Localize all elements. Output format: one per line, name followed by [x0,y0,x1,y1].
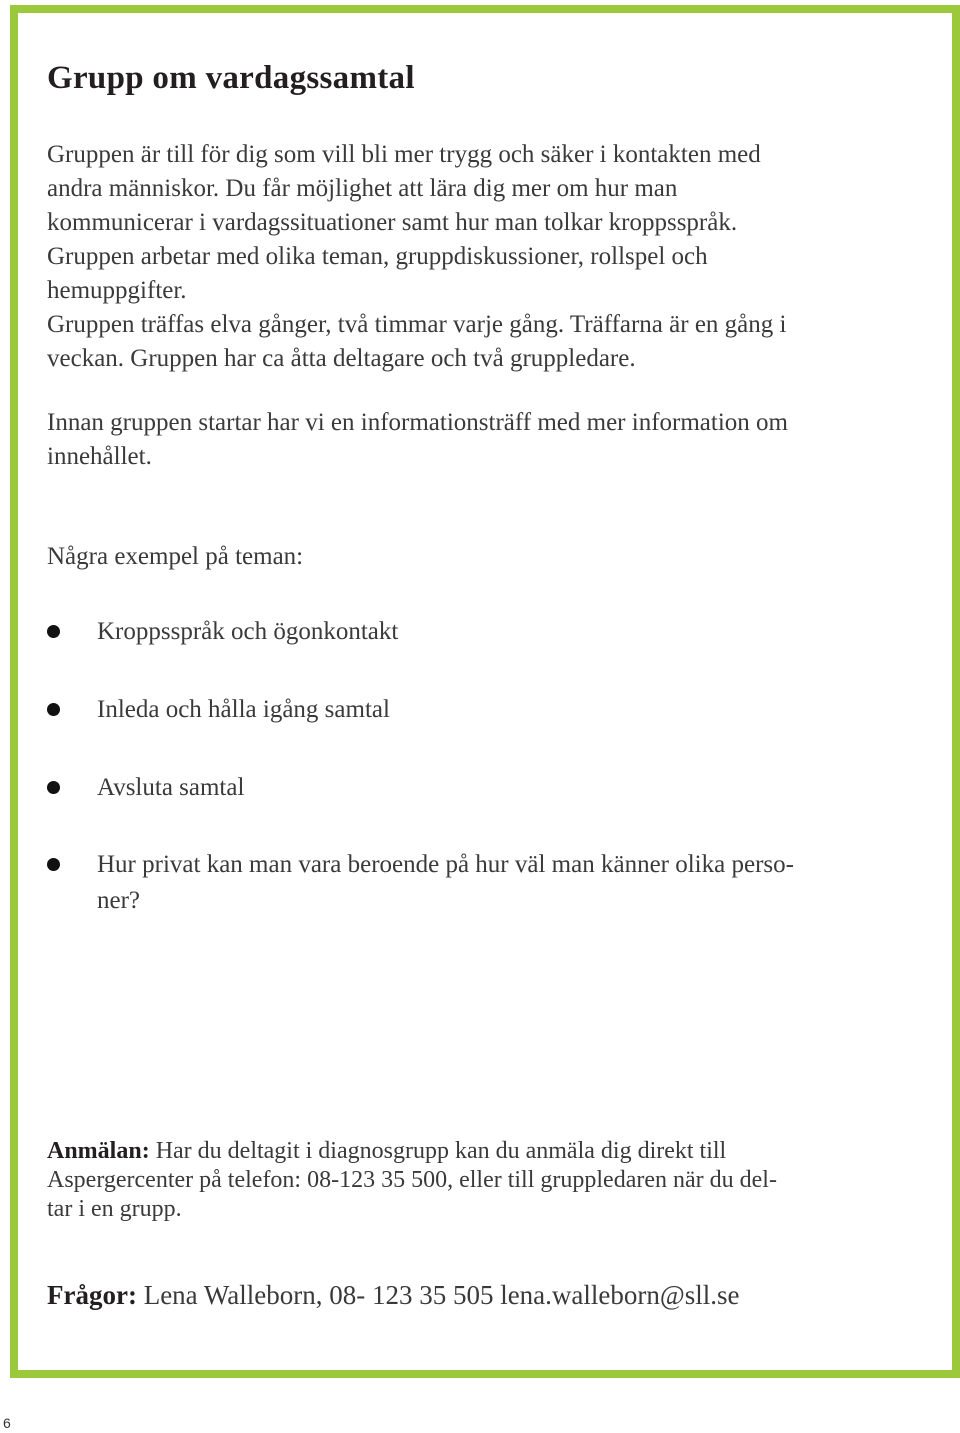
page-number: 6 [3,1415,11,1431]
bullet-icon [47,703,60,716]
intro-line: veckan. Gruppen har ca åtta deltagare och två gruppledare. [47,345,636,372]
intro-line: kommunicerar i vardagssituationer samt hur man tolkar kroppsspråk. [47,209,738,236]
page-title: Grupp om vardagssamtal [47,60,415,96]
intro-line: Gruppen är till för dig som vill bli mer trygg och säker i kontakten med [47,141,761,168]
theme-text: Hur privat kan man vara beroende på hur väl man känner olika perso- [97,851,794,878]
theme-text: Avsluta samtal [97,774,245,801]
registration-label: Anmälan: [47,1138,150,1164]
bullet-icon [47,858,60,871]
intro-line: andra människor. Du får möjlighet att lära dig mer om hur man [47,175,678,202]
registration-text: Aspergercenter på telefon: 08-123 35 500, eller till gruppledaren när du del- [47,1167,777,1193]
info-line: innehållet. [47,443,152,470]
themes-heading: Några exempel på teman: [47,543,304,570]
info-paragraph [47,406,917,474]
intro-line: Gruppen träffas elva gånger, två timmar varje gång. Träffarna är en gång i [47,311,787,338]
questions-label: Frågor: [47,1280,137,1310]
registration-text: Har du deltagit i diagnosgrupp kan du anmäla dig direkt till [149,1138,727,1164]
bullet-icon [47,781,60,794]
theme-text: ner? [97,887,141,914]
intro-line: Gruppen arbetar med olika teman, gruppdiskussioner, rollspel och [47,243,708,270]
bullet-icon [47,625,60,638]
registration-info [47,1137,927,1224]
questions-text: Lena Walleborn, 08- 123 35 505 lena.walleborn@sll.se [136,1280,740,1310]
theme-text: Inleda och hålla igång samtal [97,696,390,723]
intro-line: hemuppgifter. [47,277,187,304]
info-line: Innan gruppen startar har vi en informationsträff med mer information om [47,409,788,436]
registration-text: tar i en grupp. [47,1196,182,1222]
intro-paragraph [47,138,917,376]
questions-contact [47,1278,740,1312]
theme-text: Kroppsspråk och ögonkontakt [97,618,399,645]
